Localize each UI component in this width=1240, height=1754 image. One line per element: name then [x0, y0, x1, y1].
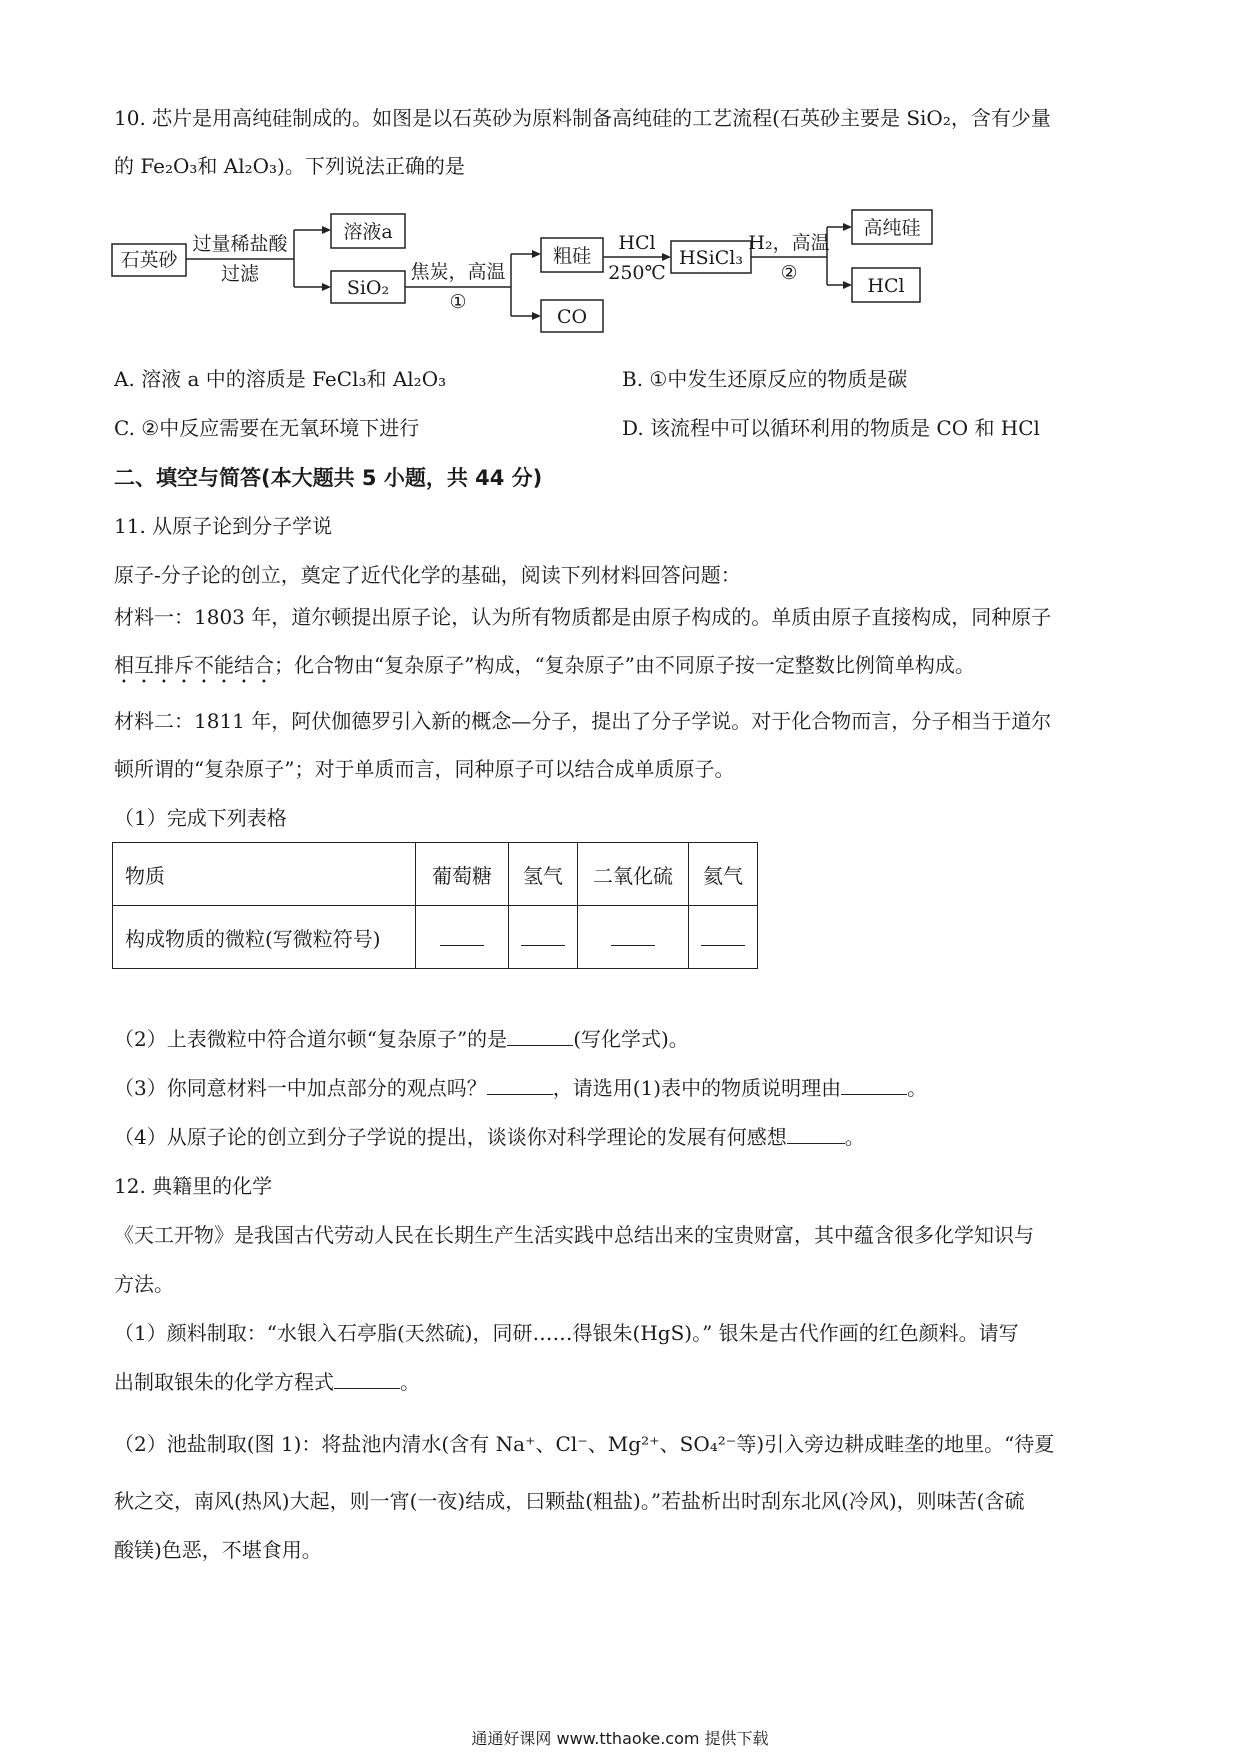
option-c: C. ②中反应需要在无氧环境下进行: [114, 416, 420, 440]
process-flow-diagram: [0, 0, 1240, 360]
q12-part2-line1: （2）池盐制取(图 1)：将盐池内清水(含有 Na⁺、Cl⁻、Mg²⁺、SO₄²⁻等)引入旁边耕成畦垄的地里。“待夏: [114, 1432, 1055, 1456]
table-header-cell: 葡萄糖: [416, 843, 509, 906]
option-d: D. 该流程中可以循环利用的物质是 CO 和 HCl: [622, 416, 1040, 440]
material-2-line1: 材料二：1811 年，阿伏伽德罗引入新的概念—分子，提出了分子学说。对于化合物而言，分子相当于道尔: [114, 709, 1052, 733]
table-header-cell: 氢气: [509, 843, 578, 906]
section-heading: 二、填空与简答(本大题共 5 小题，共 44 分): [114, 466, 543, 490]
q11-part2: [114, 1025, 689, 1053]
q11-title: 11. 从原子论到分子学说: [114, 514, 333, 538]
answer-blank[interactable]: [487, 1076, 553, 1095]
flow-hcl: HCl: [867, 275, 905, 297]
q11-intro: 原子-分子论的创立，奠定了近代化学的基础，阅读下列材料回答问题：: [114, 563, 741, 587]
q12-part1-tail: 。: [400, 1370, 420, 1394]
material-2-line2: 顿所谓的“复杂原子”；对于单质而言，同种原子可以结合成单质原子。: [114, 757, 735, 781]
table-row: [113, 906, 758, 969]
option-b: B. ①中发生还原反应的物质是碳: [622, 367, 908, 391]
q12-intro-line1: 《天工开物》是我国古代劳动人民在长期生产生活实践中总结出来的宝贵财富，其中蕴含很多化学知识与: [114, 1223, 1034, 1247]
q11-part1: （1）完成下列表格: [114, 806, 287, 830]
answer-blank[interactable]: [507, 1027, 573, 1046]
q12-intro-line2: 方法。: [114, 1272, 174, 1296]
answer-blank[interactable]: [578, 906, 689, 969]
answer-blank[interactable]: [787, 1125, 845, 1144]
q11-part4-text: （4）从原子论的创立到分子学说的提出，谈谈你对科学理论的发展有何感想: [114, 1125, 787, 1149]
flow-temp: 250℃: [608, 262, 666, 284]
answer-blank[interactable]: [334, 1370, 400, 1389]
flow-solution-a: 溶液a: [343, 221, 393, 243]
material-1-line2-rest: ；化合物由“复杂原子”构成，“复杂原子”由不同原子按一定整数比例简单构成。: [274, 653, 975, 677]
flow-step2: ②: [780, 262, 798, 284]
q11-part4: [114, 1123, 865, 1151]
q11-part3-mid: ，请选用(1)表中的物质说明理由: [552, 1076, 842, 1100]
q12-part1-line2: [114, 1368, 420, 1396]
flow-h2: H₂，高温: [748, 232, 830, 254]
q10-stem-line2: 的 Fe₂O₃和 Al₂O₃)。下列说法正确的是: [114, 154, 465, 178]
answer-blank[interactable]: [841, 1076, 907, 1095]
answer-blank[interactable]: [509, 906, 578, 969]
dotted-emphasis: 相互排斥不能结合: [114, 653, 274, 677]
flow-coke: 焦炭，高温: [410, 261, 506, 283]
table-header-cell: 氦气: [689, 843, 758, 906]
q12-title: 12. 典籍里的化学: [114, 1174, 273, 1198]
substance-table: [112, 842, 758, 969]
q11-part3: [114, 1074, 927, 1102]
q11-part2-tail: (写化学式)。: [573, 1027, 689, 1051]
flow-step1: ①: [449, 291, 467, 313]
q10-stem-line1: 10. 芯片是用高纯硅制成的。如图是以石英砂为原料制备高纯硅的工艺流程(石英砂主要是 SiO₂，含有少量: [114, 106, 1051, 130]
material-1-line2: [114, 651, 975, 688]
footer-text: 通通好课网 www.tthaoke.com 提供下载: [471, 1729, 769, 1748]
table-header-cell: 物质: [113, 843, 416, 906]
flow-hcl-reagent: HCl: [618, 232, 656, 254]
answer-blank[interactable]: [416, 906, 509, 969]
q11-part4-tail: 。: [844, 1125, 865, 1149]
q12-part2-line3: 酸镁)色恶，不堪食用。: [114, 1538, 322, 1562]
flow-crude-si: 粗硅: [552, 245, 592, 267]
table-row-label: 构成物质的微粒(写微粒符号): [113, 906, 416, 969]
flow-quartz: 石英砂: [120, 249, 178, 271]
flow-filter: 过滤: [220, 263, 260, 285]
q12-part2-line2: 秋之交，南风(热风)大起，则一宵(一夜)结成，曰颗盐(粗盐)。”若盐析出时刮东北风(冷风)，则味苦(含硫: [114, 1489, 1025, 1513]
flow-acid: 过量稀盐酸: [192, 233, 288, 255]
flow-sio2: SiO₂: [346, 277, 390, 299]
option-a: A. 溶液 a 中的溶质是 FeCl₃和 Al₂O₃: [114, 367, 447, 391]
flow-hsicl3: HSiCl₃: [679, 247, 743, 269]
q12-part1-line1: （1）颜料制取：“水银入石亭脂(天然硫)，同研……得银朱(HgS)。” 银朱是古代作画的红色颜料。请写: [114, 1321, 1019, 1345]
answer-blank[interactable]: [689, 906, 758, 969]
q11-part2-text: （2）上表微粒中符合道尔顿“复杂原子”的是: [114, 1027, 508, 1051]
material-1-line1: 材料一：1803 年，道尔顿提出原子论，认为所有物质都是由原子构成的。单质由原子直接构成，同种原子: [114, 605, 1052, 629]
flow-co: CO: [556, 306, 588, 328]
flow-pure-si: 高纯硅: [863, 217, 921, 239]
table-header-cell: 二氧化硫: [578, 843, 689, 906]
q11-part3-text: （3）你同意材料一中加点部分的观点吗？: [114, 1076, 487, 1100]
table-row: [113, 843, 758, 906]
q11-part3-tail: 。: [907, 1076, 928, 1100]
q12-part1-text: 出制取银朱的化学方程式: [114, 1370, 334, 1394]
